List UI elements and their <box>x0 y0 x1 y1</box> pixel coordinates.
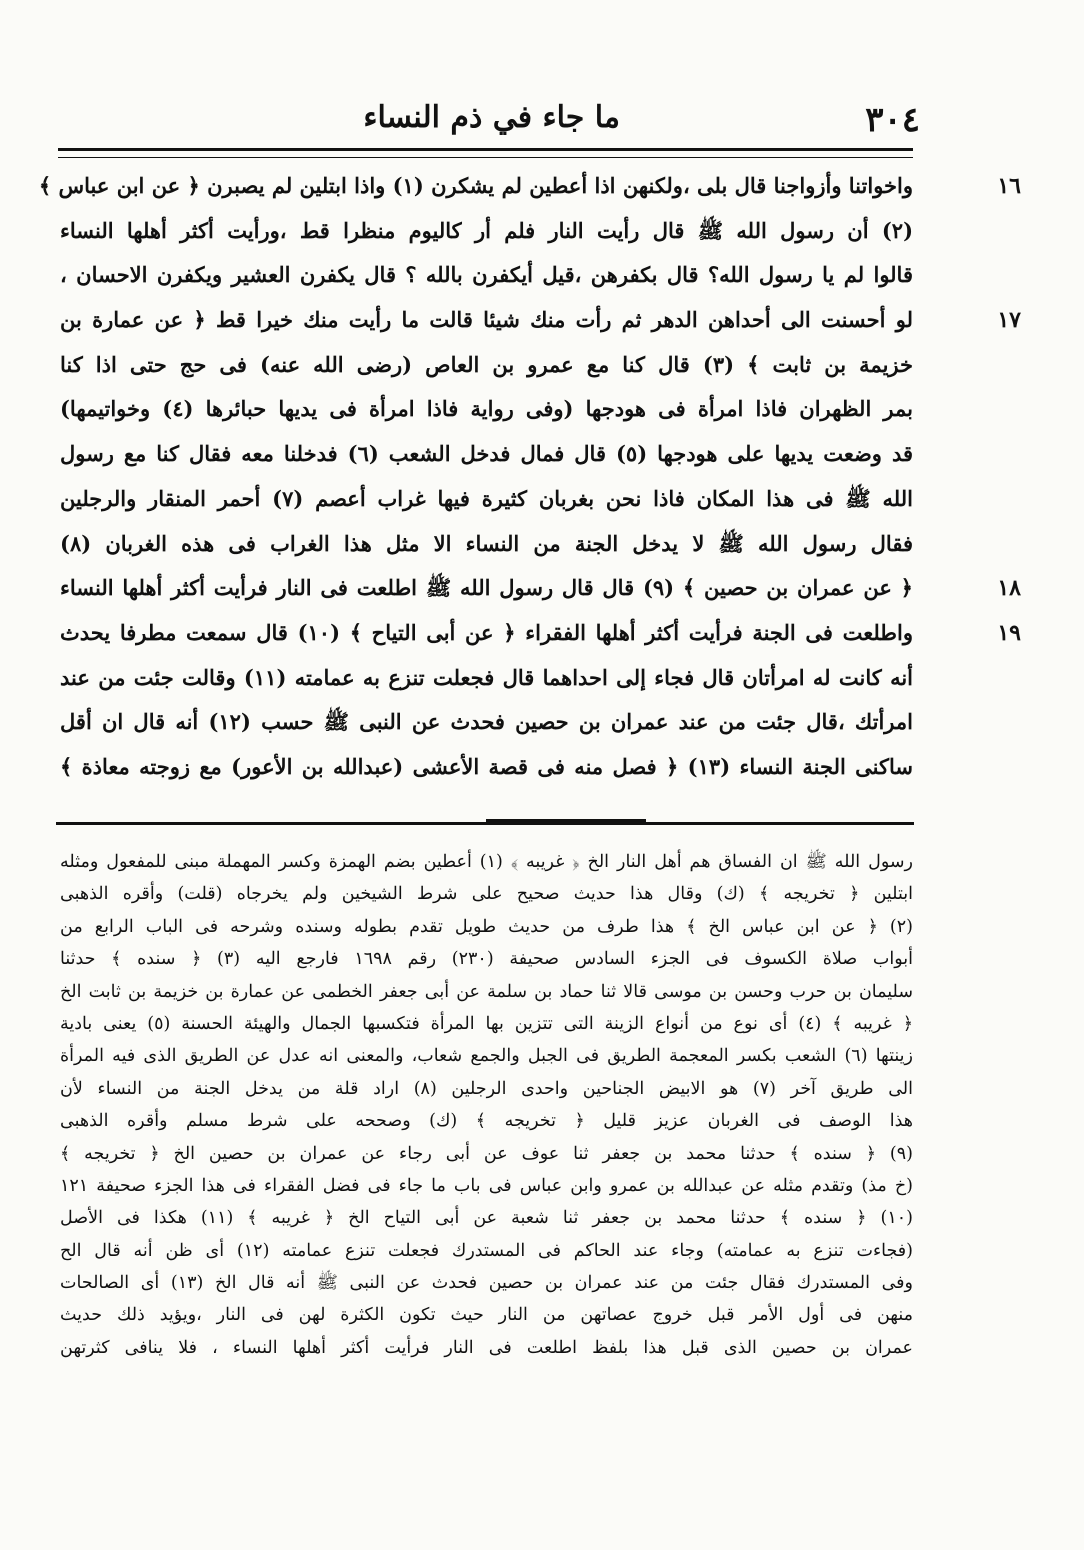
footnote-line: وفى المستدرك فقال جئت من عند عمران بن حصين فحدث عن النبى ﷺ أنه قال الخ (١٣) أى الصالحات <box>60 1273 913 1294</box>
hadith-number: ١٨ <box>997 575 1021 602</box>
text-line: (٢) أن رسول الله ﷺ قال رأيت النار فلم أر كاليوم منظرا قط ،ورأيت أكثر أهلها النساء <box>60 217 913 243</box>
footnote-line: رسول الله ﷺ ان الفساق هم أهل النار الخ ﴿ غريبه ﴾ (١) أعطين بضم الهمزة وكسر المهملة مبنى للمفعول ومثله <box>60 852 913 872</box>
hadith-number: ١٦ <box>997 173 1021 199</box>
main-text <box>38 164 1021 790</box>
text-line: قالوا لم يا رسول الله؟ قال بكفرهن ،قيل أيكفرن بالله ؟ قال يكفرن العشير ويكفرن الاحسان ، <box>60 262 913 288</box>
footnote-line: ﴿ غريبه ﴾ (٤) أى نوع من أنواع الزينة التى تتزين بها المرأة فتكسبها الجمال والهيئة الحسنة (٥) يعنى بادية <box>60 1013 913 1034</box>
page-header <box>60 96 920 144</box>
footnote-line: منهن فى أول الأمر قبل خروج عصاتهن من النار حيث تكون الكثرة لهن فى النار ،ويؤيد ذلك حديث <box>60 1305 913 1326</box>
footnote-rule <box>56 822 914 829</box>
footnote-line: هذا الوصف فى الغربان عزيز قليل ﴿ تخريجه ﴾ (ك) وصححه على شرط مسلم وأقره الذهبى <box>60 1111 913 1132</box>
text-line: ١٧ لو أحسنت الى أحداهن الدهر ثم رأت منك شيئا قالت ما رأيت منك خيرا قط ﴿ عن عمارة بن <box>60 298 913 343</box>
hadith-number: ١٩ <box>997 619 1021 646</box>
text-line: ١٩ واطلعت فى الجنة فرأيت أكثر أهلها الفقراء ﴿ عن أبى التياح ﴾ (١٠) قال سمعت مطرفا يحدث <box>60 611 913 656</box>
text-line: قد وضعت يديها على هودجها (٥) قال فمال فدخل الشعب (٦) فدخلنا معه فقال كنا مع رسول <box>60 441 914 467</box>
text-line: ساكنى الجنة النساء (١٣) ﴿ فصل منه فى قصة الأعشى (عبدالله بن الأعور) مع زوجته معاذة ﴾ <box>60 753 913 779</box>
header-rule <box>58 148 913 158</box>
text-line: امرأتك ،قال جئت من عند عمران بن حصين فحدث عن النبى ﷺ حسب (١٢) أنه قال ان أقل <box>60 709 913 735</box>
text-line: الله ﷺ فى هذا المكان فاذا نحن بغربان كثيرة فيها غراب أعصم (٧) أحمر المنقار والرجلين <box>60 485 913 511</box>
footnote-line: (٩) ﴿ سنده ﴾ حدثنا محمد بن جعفر ثنا عوف عن أبى رجاء عن عمران بن حصين الخ ﴿ تخريجه ﴾ <box>60 1143 913 1164</box>
footnote-line: (خ مذ) وتقدم مثله عن عبدالله بن عمرو وابن عباس فى باب ما جاء فى فضل الفقراء فى هذا الجزء صحيفة ١٢١ <box>60 1175 913 1196</box>
text-line: بمر الظهران فاذا امرأة فى هودجها (وفى رواية فاذا امرأة فى يديها حبائرها (٤) وخواتيمها) <box>60 396 914 422</box>
footnotes <box>60 846 913 1364</box>
footnote-line: ابتلين ﴿ تخريجه ﴾ (ك) وقال هذا حديث صحيح على شرط الشيخين ولم يخرجاه (قلت) وأقره الذهبى <box>60 884 913 905</box>
footnote-line: (١٠) ﴿ سنده ﴾ حدثنا محمد بن جعفر ثنا شعبة عن أبى التياح الخ ﴿ غريبه ﴾ (١١) هكذا فى الأصل <box>60 1208 913 1229</box>
text-line: فقال رسول الله ﷺ لا يدخل الجنة من النساء الا مثل هذا الغراب فى هذه الغربان (٨) <box>60 530 913 556</box>
footnote-line: عمران بن حصين الذى قبل هذا بلفظ اطلعت فى النار فرأيت أكثر أهلها النساء ، فلا ينافى كثرتهن <box>60 1337 913 1358</box>
footnote-line: سليمان بن حرب وحسن بن موسى قالا ثنا حماد بن سلمة عن أبى جعفر الخطمى عن عمارة بن خزيمة بن ثابت الخ <box>60 981 913 1002</box>
hadith-number: ١٧ <box>997 307 1021 334</box>
footnote-line: أبواب صلاة الكسوف فى الجزء السادس صحيفة (٢٣٠) رقم ١٦٩٨ فارجع اليه (٣) ﴿ سنده ﴾ حدثنا <box>60 949 914 970</box>
text-line: أنه كانت له امرأتان قال فجاء إلى احداهما قال فجعلت تنزع به عمامته (١١) وقالت جئت من عند <box>60 664 914 690</box>
footnote-line: (٢) ﴿ عن ابن عباس الخ ﴾ هذا طرف من حديث طويل تقدم بطوله وسنده وشرحه فى الباب الرابع من <box>60 916 913 937</box>
footnote-line: الى طريق آخر (٧) هو الابيض الجناحين واحدى الرجلين (٨) اراد قلة من يدخل الجنة من النساء لأن <box>60 1078 913 1099</box>
text-line: خزيمة بن ثابت ﴾ (٣) قال كنا مع عمرو بن العاص (رضى الله عنه) فى حج حتى اذا كنا <box>60 351 913 377</box>
footnote-line: زينتها (٦) الشعب بكسر المعجمة الطريق فى الجبل والجمع شعاب، والمعنى انه عدل عن الطريق الذى فيه المرأة <box>60 1046 914 1067</box>
text-line: ١٨ ﴿ عن عمران بن حصين ﴾ (٩) قال قال رسول الله ﷺ اطلعت فى النار فرأيت أكثر أهلها النساء <box>60 566 913 611</box>
page-number: ٣٠٤ <box>865 100 920 140</box>
running-title: ما جاء في ذم النساء <box>363 100 620 135</box>
footnote-line: (فجاءت تنزع به عمامته) وجاء عند الحاكم فى المستدرك فجعلت تنزع عمامته (١٢) أى ظن أنه قال الح <box>60 1240 913 1261</box>
text-line: ١٦ واخواتنا وأزواجنا قال بلى ،ولكنهن اذا أعطين لم يشكرن (١) واذا ابتلين لم يصبرن ﴿ عن ابن عباس ﴾ <box>60 164 913 209</box>
